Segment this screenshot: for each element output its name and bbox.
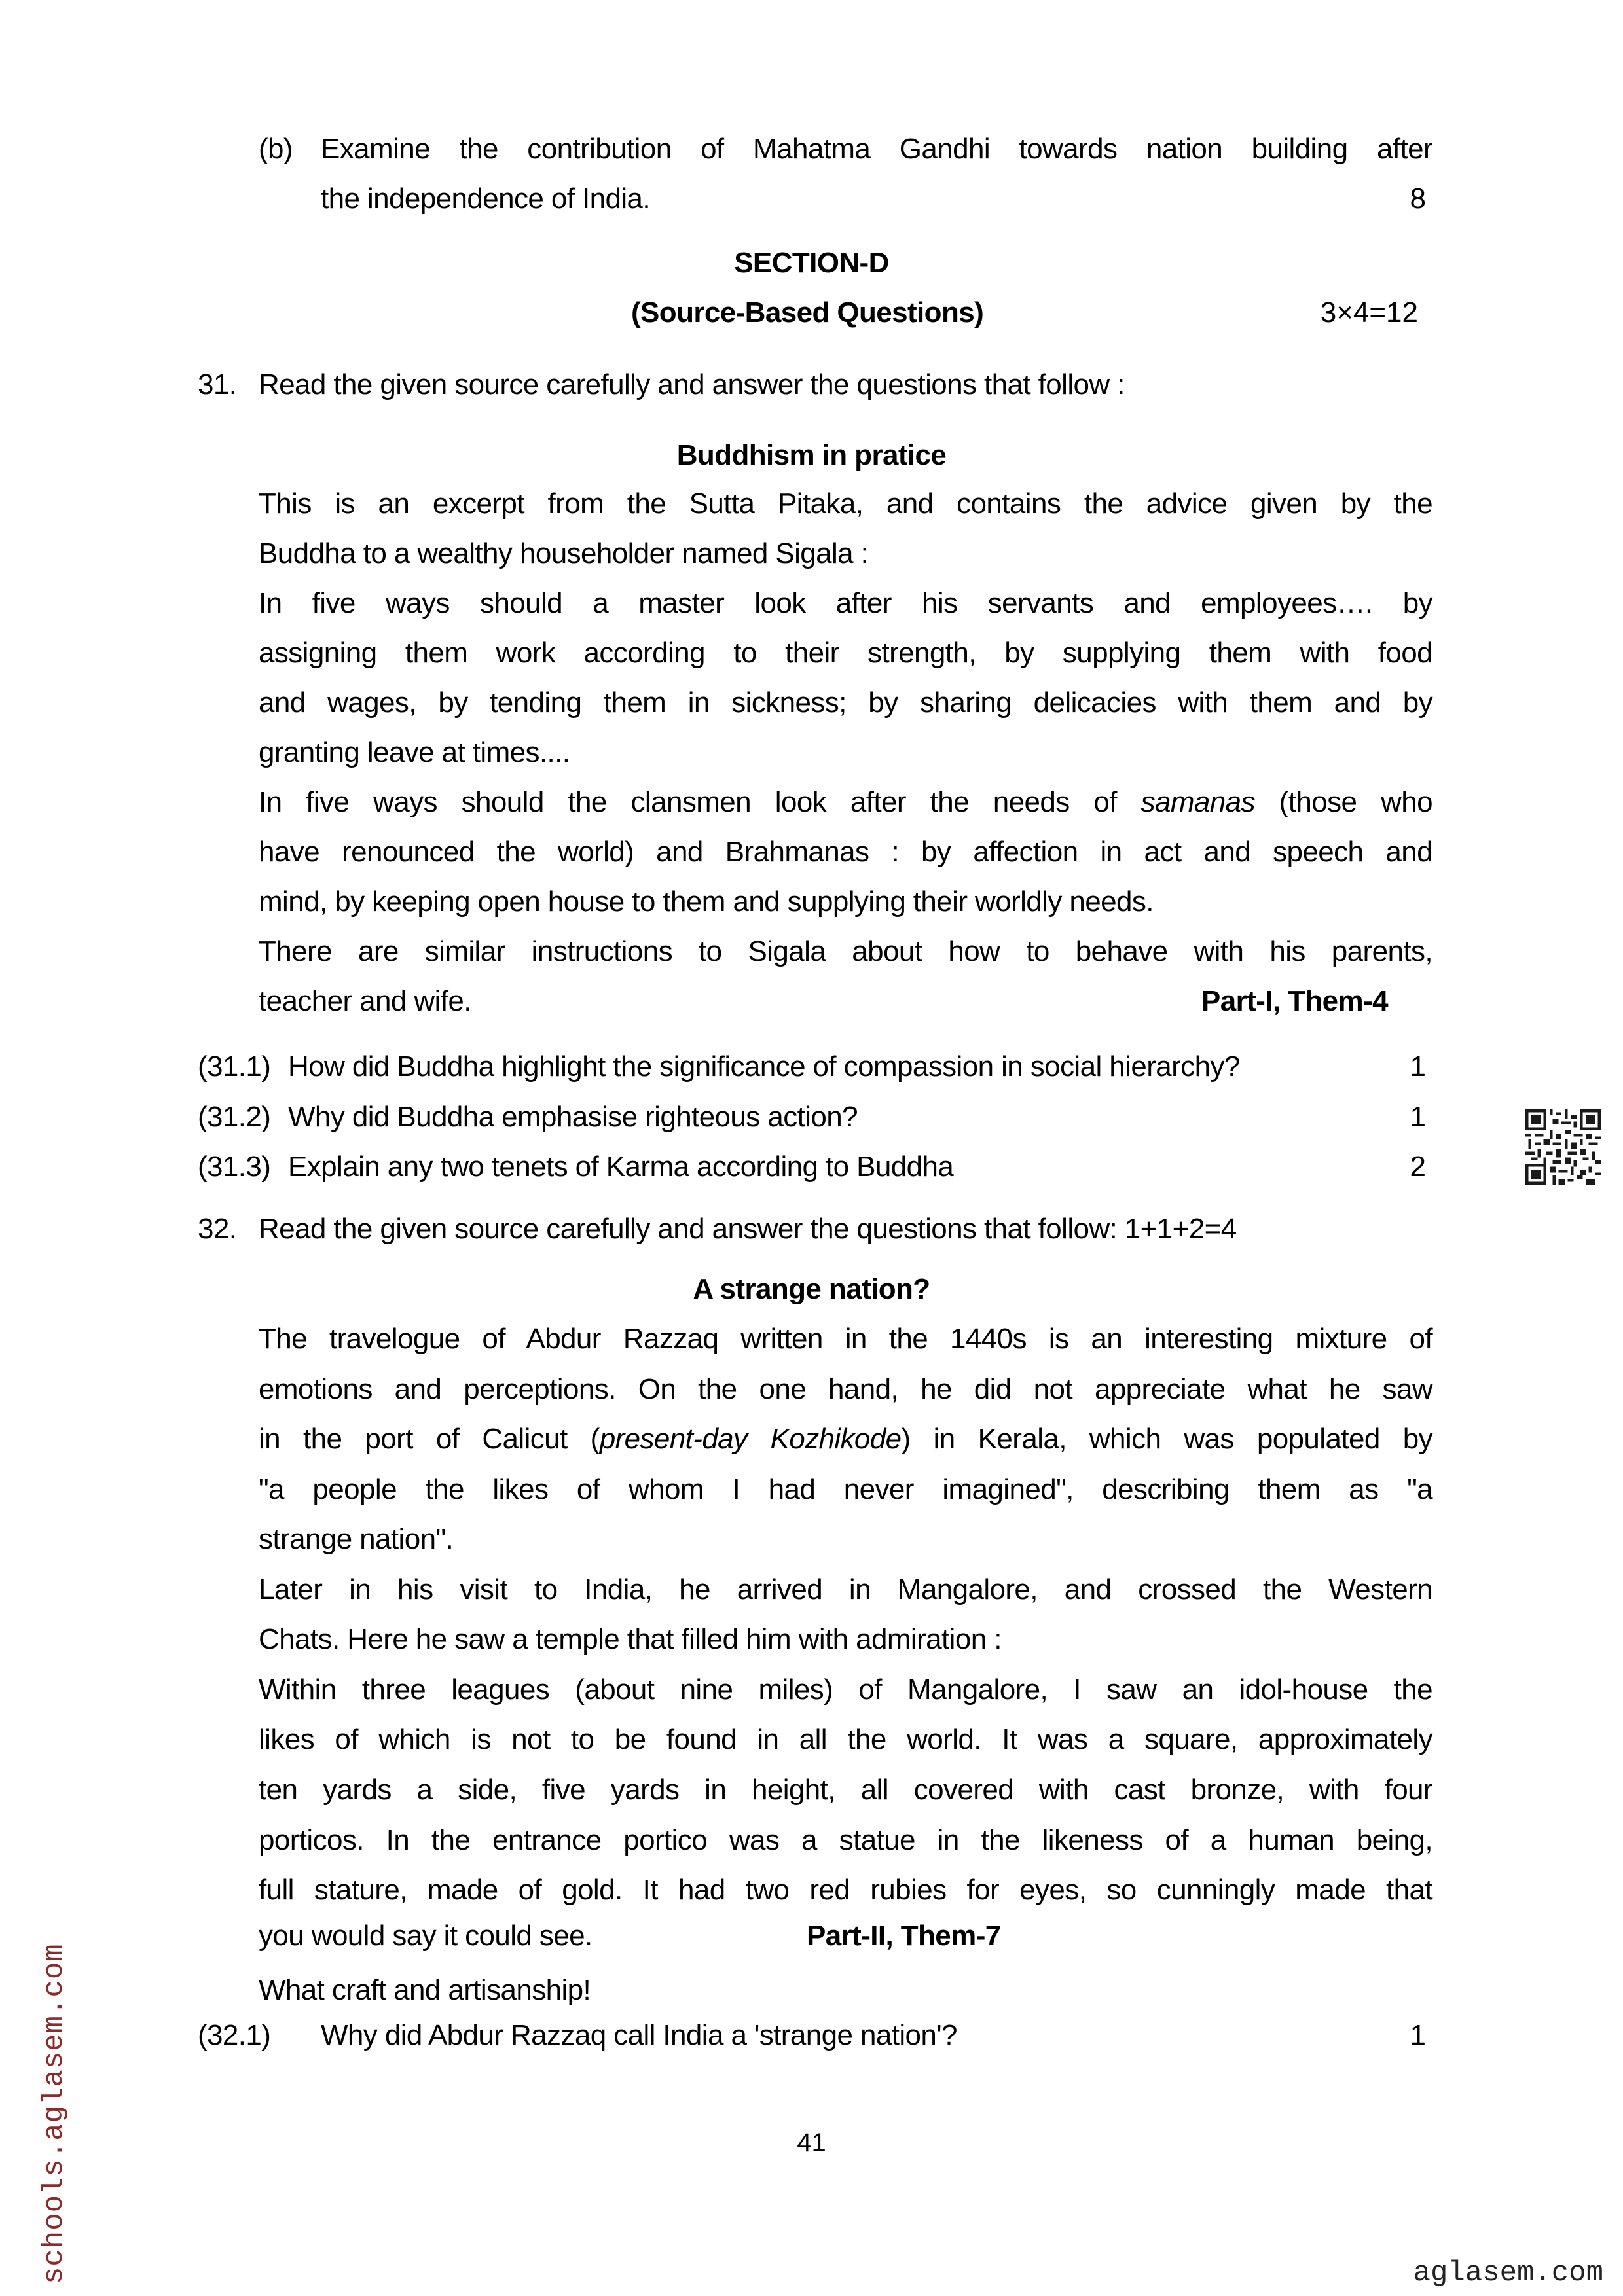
source-title: A strange nation? [693, 1273, 930, 1305]
section-subtitle: (Source-Based Questions) [631, 296, 984, 329]
question-number: 32. [198, 1213, 237, 1245]
question-marks: 8 [1410, 183, 1426, 215]
question-label: (b) [259, 133, 293, 165]
subquestion-marks: 1 [1410, 2019, 1426, 2051]
source-line: What craft and artisanship! [259, 1974, 591, 2006]
bottom-watermark: aglasem.com [1413, 2257, 1603, 2289]
subquestion-text: Why did Buddha emphasise righteous action? [288, 1101, 858, 1133]
question-text: the independence of India. [321, 183, 651, 215]
subquestion-marks: 2 [1410, 1151, 1426, 1183]
page-number: 41 [797, 2128, 826, 2157]
subquestion-text: Explain any two tenets of Karma according to Buddha [288, 1151, 954, 1183]
source-line: have renounced the world) and Brahmanas : by affection in act and speech and [259, 836, 1432, 868]
source-line: Chats. Here he saw a temple that filled him with admiration : [259, 1623, 1002, 1655]
source-line: Later in his visit to India, he arrived in Mangalore, and crossed the Western [259, 1573, 1432, 1605]
source-line: granting leave at times.... [259, 736, 570, 768]
source-line: emotions and perceptions. On the one hand, he did not appreciate what he saw [259, 1373, 1432, 1405]
source-text: In five ways should the clansmen look after the needs of [259, 786, 1117, 818]
question-text: Examine the contribution of Mahatma Gandhi towards nation building after [321, 133, 1432, 165]
source-line [259, 1421, 1432, 1458]
section-title: SECTION-D [734, 247, 889, 279]
subquestion-label: (31.3) [198, 1151, 271, 1183]
source-line [259, 784, 1432, 821]
source-line: full stature, made of gold. It had two red rubies for eyes, so cunningly made that [259, 1874, 1432, 1906]
source-line: The travelogue of Abdur Razzaq written in the 1440s is an interesting mixture of [259, 1323, 1432, 1355]
subquestion-label: (32.1) [198, 2019, 271, 2051]
source-line: In five ways should a master look after his servants and employees…. by [259, 587, 1432, 619]
source-line: porticos. In the entrance portico was a statue in the likeness of a human being, [259, 1824, 1432, 1856]
source-text: in the port of Calicut ( [259, 1423, 600, 1455]
subquestion-marks: 1 [1410, 1101, 1426, 1133]
source-title: Buddhism in pratice [676, 439, 947, 471]
source-line: There are similar instructions to Sigala about how to behave with his parents, [259, 935, 1432, 967]
section-marks: 3×4=12 [1320, 296, 1418, 329]
source-line: ten yards a side, five yards in height, all covered with cast bronze, with four [259, 1774, 1432, 1806]
subquestion-text: Why did Abdur Razzaq call India a 'strange nation'? [321, 2019, 957, 2051]
source-line: mind, by keeping open house to them and supplying their worldly needs. [259, 886, 1154, 918]
source-line: Within three leagues (about nine miles) of Mangalore, I saw an idol-house the [259, 1674, 1432, 1706]
source-line: "a people the likes of whom I had never imagined", describing them as "a [259, 1473, 1432, 1505]
source-italic-term: samanas [1140, 786, 1255, 818]
subquestion-text: How did Buddha highlight the significance of compassion in social hierarchy? [288, 1050, 1240, 1083]
source-reference: Part-II, Them-7 [807, 1920, 1001, 1952]
source-text: ) in Kerala, which was populated by [901, 1423, 1432, 1455]
qr-code-icon [1525, 1109, 1601, 1185]
source-reference: Part-I, Them-4 [1201, 985, 1388, 1017]
source-italic-term: present-day Kozhikode [599, 1423, 902, 1455]
source-line: Buddha to a wealthy householder named Sigala : [259, 537, 869, 569]
source-line: you would say it could see. [259, 1920, 593, 1952]
subquestion-label: (31.1) [198, 1050, 271, 1083]
source-text: (those who [1279, 786, 1433, 818]
question-number: 31. [198, 368, 237, 401]
source-line: likes of which is not to be found in all the world. It was a square, approximately [259, 1723, 1432, 1755]
source-line: and wages, by tending them in sickness; by sharing delicacies with them and by [259, 687, 1432, 719]
source-line: teacher and wife. [259, 985, 471, 1017]
source-line: strange nation". [259, 1523, 454, 1555]
subquestion-marks: 1 [1410, 1050, 1426, 1083]
side-watermark: schools.aglasem.com [38, 1943, 71, 2284]
subquestion-label: (31.2) [198, 1101, 271, 1133]
question-instruction: Read the given source carefully and answer the questions that follow: 1+1+2=4 [259, 1213, 1237, 1245]
source-line: assigning them work according to their strength, by supplying them with food [259, 637, 1432, 669]
question-instruction: Read the given source carefully and answer the questions that follow : [259, 368, 1125, 401]
source-line: This is an excerpt from the Sutta Pitaka, and contains the advice given by the [259, 488, 1432, 520]
